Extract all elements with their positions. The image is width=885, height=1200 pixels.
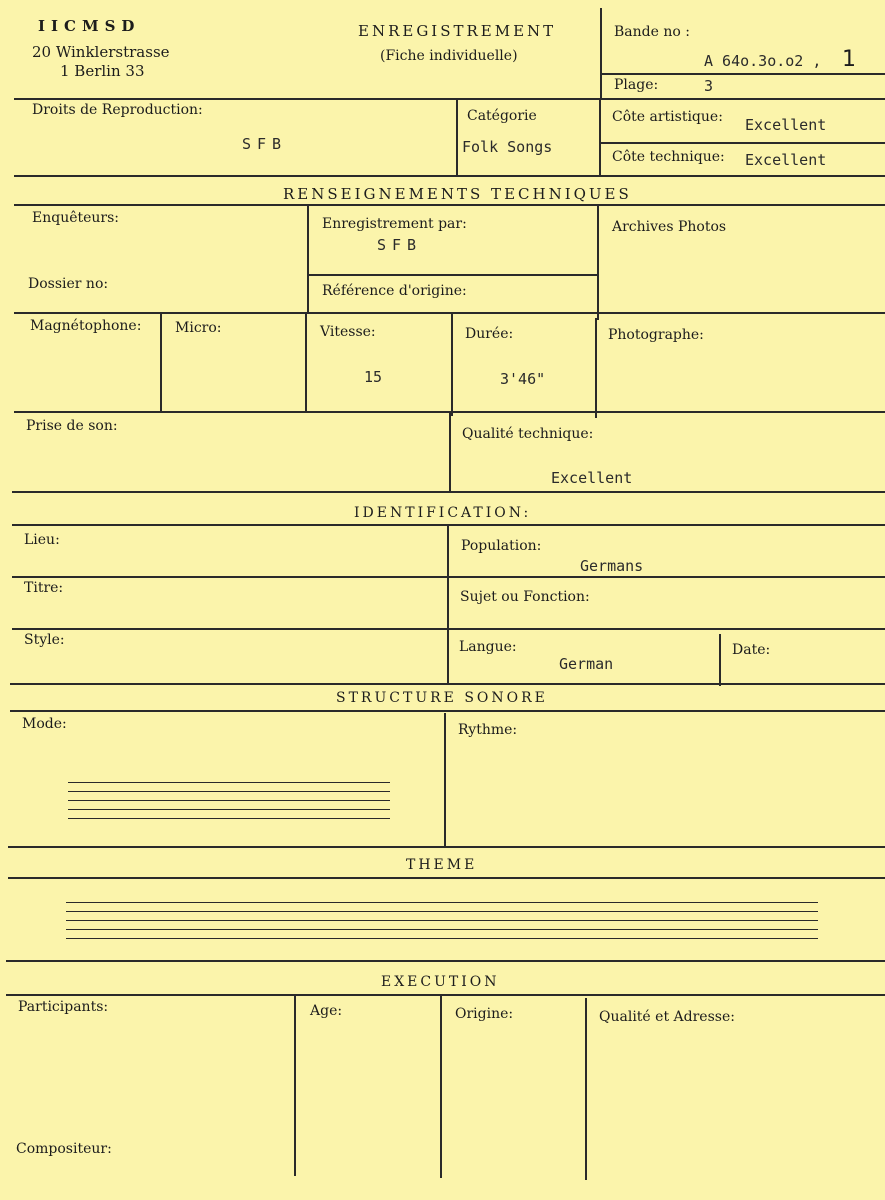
divider bbox=[12, 491, 885, 493]
divider bbox=[600, 8, 602, 100]
divider bbox=[12, 628, 885, 630]
droits-label: Droits de Reproduction: bbox=[32, 102, 203, 118]
form-title: ENREGISTREMENT bbox=[358, 22, 557, 40]
categorie-value: Folk Songs bbox=[462, 138, 553, 156]
staff-line bbox=[66, 911, 818, 912]
lieu-label: Lieu: bbox=[24, 532, 60, 548]
divider bbox=[451, 313, 453, 416]
date-label: Date: bbox=[732, 642, 771, 658]
compositeur-label: Compositeur: bbox=[16, 1141, 112, 1157]
plage-value: 3 bbox=[704, 77, 714, 95]
langue-value: German bbox=[559, 655, 614, 673]
magnetophone-label: Magnétophone: bbox=[30, 318, 142, 334]
divider bbox=[307, 274, 597, 276]
divider bbox=[444, 713, 446, 848]
divider bbox=[6, 960, 885, 962]
divider bbox=[447, 526, 449, 684]
section-execution-title: EXECUTION bbox=[381, 974, 500, 990]
cote-artistique-value: Excellent bbox=[745, 116, 827, 134]
bande-handwritten: 1 bbox=[842, 47, 856, 72]
qualite-technique-value: Excellent bbox=[551, 469, 633, 487]
divider bbox=[14, 204, 885, 206]
bande-label: Bande no : bbox=[614, 24, 690, 40]
org-name: IICMSD bbox=[38, 17, 141, 35]
staff-line bbox=[68, 791, 390, 792]
staff-line bbox=[68, 818, 390, 819]
population-value: Germans bbox=[580, 557, 644, 575]
divider bbox=[600, 142, 885, 144]
cote-technique-label: Côte technique: bbox=[612, 149, 725, 165]
titre-label: Titre: bbox=[24, 580, 64, 596]
enregistrement-label: Enregistrement par: bbox=[322, 216, 467, 232]
divider bbox=[305, 313, 307, 413]
reference-label: Référence d'origine: bbox=[322, 283, 467, 299]
section-theme-title: THEME bbox=[406, 857, 478, 873]
langue-label: Langue: bbox=[459, 639, 517, 655]
divider bbox=[14, 312, 885, 314]
origine-label: Origine: bbox=[455, 1006, 514, 1022]
vitesse-value: 15 bbox=[364, 368, 383, 386]
divider bbox=[10, 683, 885, 685]
micro-label: Micro: bbox=[175, 320, 222, 336]
enqueteurs-label: Enquêteurs: bbox=[32, 210, 120, 226]
divider bbox=[14, 175, 885, 177]
divider bbox=[307, 205, 309, 313]
divider bbox=[294, 996, 296, 1176]
divider bbox=[12, 524, 885, 526]
style-label: Style: bbox=[24, 632, 65, 648]
staff-line bbox=[66, 902, 818, 903]
participants-label: Participants: bbox=[18, 999, 109, 1015]
divider bbox=[595, 318, 597, 418]
sujet-label: Sujet ou Fonction: bbox=[460, 589, 590, 605]
divider bbox=[719, 634, 721, 686]
divider bbox=[8, 877, 885, 879]
staff-line bbox=[66, 938, 818, 939]
cote-technique-value: Excellent bbox=[745, 151, 827, 169]
staff-line bbox=[68, 809, 390, 810]
divider bbox=[10, 710, 885, 712]
vitesse-label: Vitesse: bbox=[320, 324, 376, 340]
staff-line bbox=[68, 782, 390, 783]
divider bbox=[597, 205, 599, 320]
bande-value: A 64o.3o.o2 , bbox=[704, 52, 822, 70]
age-label: Age: bbox=[310, 1003, 343, 1019]
divider bbox=[449, 413, 451, 493]
divider bbox=[440, 996, 442, 1178]
duree-label: Durée: bbox=[465, 326, 514, 342]
dossier-label: Dossier no: bbox=[28, 276, 109, 292]
mode-label: Mode: bbox=[22, 716, 67, 732]
address-line1: 20 Winklerstrasse bbox=[32, 43, 170, 61]
plage-label: Plage: bbox=[614, 77, 659, 93]
staff-line bbox=[66, 920, 818, 921]
qualite-adresse-label: Qualité et Adresse: bbox=[599, 1009, 735, 1025]
qualite-technique-label: Qualité technique: bbox=[462, 426, 594, 442]
photographe-label: Photographe: bbox=[608, 327, 704, 343]
staff-line bbox=[66, 929, 818, 930]
divider bbox=[8, 846, 885, 848]
divider bbox=[600, 73, 885, 75]
divider bbox=[14, 98, 885, 100]
rythme-label: Rythme: bbox=[458, 722, 518, 738]
form-subtitle: (Fiche individuelle) bbox=[380, 48, 518, 64]
divider bbox=[12, 576, 885, 578]
divider bbox=[599, 99, 601, 177]
divider bbox=[160, 313, 162, 411]
enregistrement-value: SFB bbox=[377, 236, 423, 254]
divider bbox=[585, 998, 587, 1180]
archives-photos-label: Archives Photos bbox=[612, 219, 727, 235]
section-technical-title: RENSEIGNEMENTS TECHNIQUES bbox=[283, 185, 632, 203]
categorie-label: Catégorie bbox=[467, 108, 537, 124]
population-label: Population: bbox=[461, 538, 542, 554]
prise-de-son-label: Prise de son: bbox=[26, 418, 118, 434]
divider bbox=[6, 994, 885, 996]
divider bbox=[456, 99, 458, 175]
section-structure-title: STRUCTURE SONORE bbox=[336, 690, 548, 706]
staff-line bbox=[68, 800, 390, 801]
droits-value: SFB bbox=[242, 135, 288, 153]
duree-value: 3'46" bbox=[500, 370, 546, 388]
address-line2: 1 Berlin 33 bbox=[60, 62, 145, 80]
section-identification-title: IDENTIFICATION: bbox=[354, 505, 532, 521]
cote-artistique-label: Côte artistique: bbox=[612, 109, 723, 125]
